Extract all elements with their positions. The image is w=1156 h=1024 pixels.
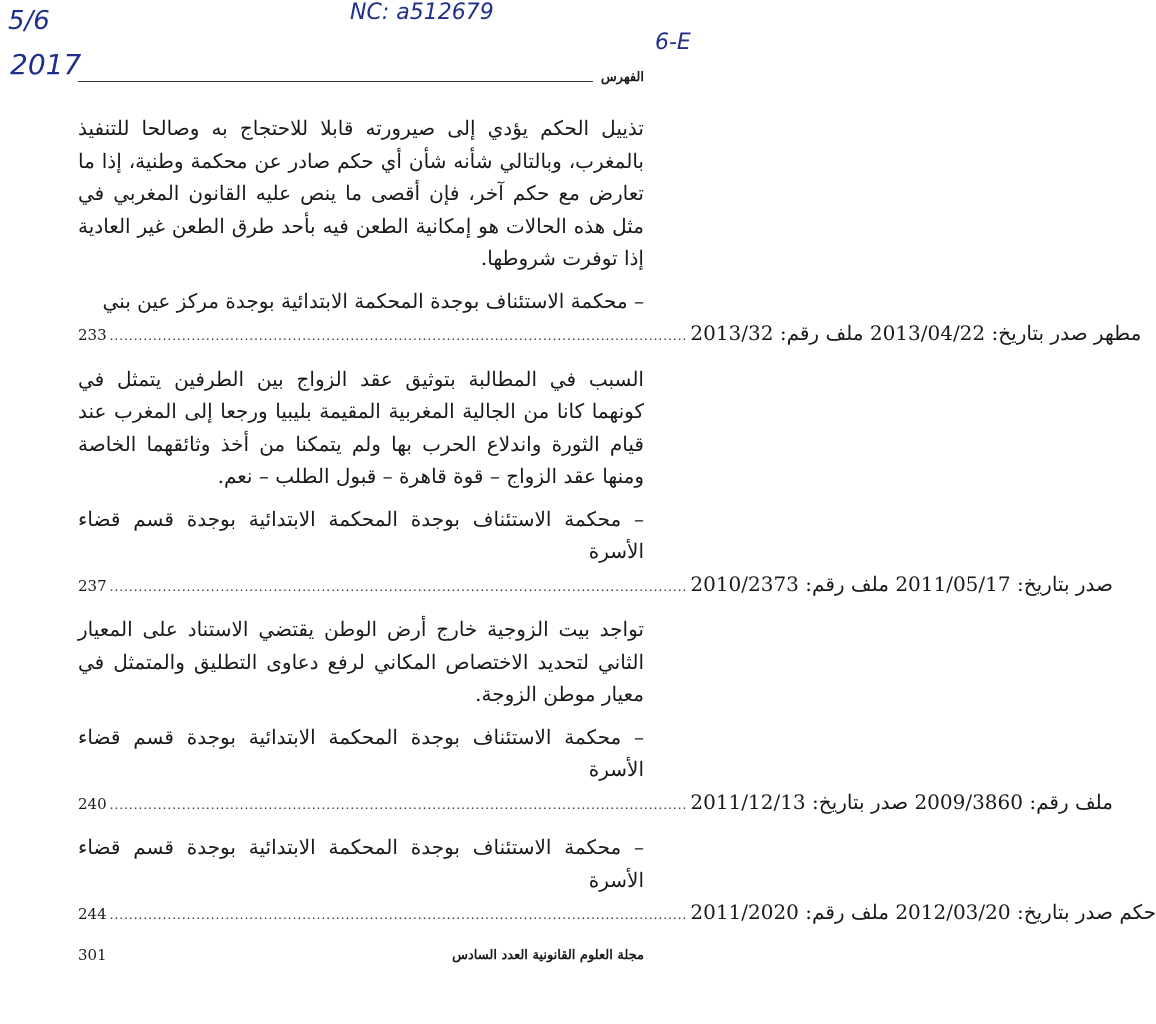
dot-leader: ........................................................................................................................: [109, 329, 688, 343]
entry-court: – محكمة الاستئناف بوجدة المحكمة الابتدائية بوجدة قسم قضاء الأسرة: [78, 506, 644, 563]
dot-leader: ........................................................................................................................: [109, 908, 688, 922]
entry-line: [78, 568, 1114, 604]
index-entry: [78, 285, 1142, 353]
entry-page-number: 244: [78, 905, 107, 923]
entry-page-number: 233: [78, 326, 107, 344]
index-content: [78, 112, 1156, 942]
dot-leader: ........................................................................................................................: [109, 579, 688, 594]
entry-detail: حكم صدر بتاريخ: 2012/03/20 ملف رقم: 2011/2020: [690, 900, 1156, 924]
entry-page-number: 237: [78, 576, 107, 595]
entry-court: – محكمة الاستئناف بوجدة المحكمة الابتدائية بوجدة قسم قضاء الأسرة: [78, 835, 644, 892]
entry-detail: مطهر صدر بتاريخ: 2013/04/22 ملف رقم: 2013/32: [690, 321, 1142, 345]
entry-line: [78, 896, 1156, 932]
index-entry: [78, 721, 1114, 822]
page-number: 301: [78, 946, 107, 964]
handwritten-year: 2017: [10, 48, 82, 81]
page-footer: [78, 946, 644, 964]
entry-page-number: 240: [78, 794, 107, 813]
entry-court: – محكمة الاستئناف بوجدة المحكمة الابتدائية بوجدة مركز عين بني: [102, 288, 644, 313]
running-header: [78, 70, 644, 85]
index-entry: [78, 831, 1156, 932]
dot-leader: ........................................................................................................................: [109, 797, 688, 812]
entry-line: [78, 786, 1114, 822]
entry-detail: صدر بتاريخ: 2011/05/17 ملف رقم: 2010/2373: [690, 571, 1114, 596]
journal-title: مجلة العلوم القانونية العدد السادس: [452, 947, 644, 963]
summary-paragraph: السبب في المطالبة بتوثيق عقد الزواج بين الطرفين يتمثل في كونهما كانا من الجالية المغربية المقيمة بليبيا ورجعا إلى المغرب عند قيام الثورة واندلاع الحرب بها ولم يتمكنا من أخذ وثائقهما الخاصة ومنها عقد الزواج – قوة قاهرة – قبول الطلب – نعم.: [78, 366, 644, 488]
header-title: الفهرس: [600, 70, 644, 85]
entry-detail: ملف رقم: 2009/3860 صدر بتاريخ: 2011/12/13: [690, 789, 1114, 814]
summary-paragraph: تواجد بيت الزوجية خارج أرض الوطن يقتضي الاستناد على المعيار الثاني لتحديد الاختصاص المكاني لرفع دعاوى التطليق والمتمثل في معيار موطن الزوجة.: [78, 617, 644, 706]
handwritten-corner-mark: 6-E: [655, 30, 691, 55]
header-rule: [78, 80, 593, 82]
summary-paragraph: تذييل الحكم يؤدي إلى صيرورته قابلا للاحتجاج به وصالحا للتنفيذ بالمغرب، وبالتالي شأنه شأن أي حكم صادر عن محكمة وطنية، إذا ما تعارض مع حكم آخر، فإن أقصى ما ينص عليه القانون المغربي في مثل هذه الحالات هو إمكانية الطعن فيه بأحد طرق الطعن غير العادية إذا توفرت شروطها.: [78, 116, 644, 270]
handwritten-page-mark: 5/6: [8, 6, 50, 36]
index-entry: [78, 503, 1114, 604]
entry-line: [78, 317, 1142, 353]
entry-court: – محكمة الاستئناف بوجدة المحكمة الابتدائية بوجدة قسم قضاء الأسرة: [78, 724, 644, 781]
handwritten-reference-number: NC: a512679: [350, 0, 494, 25]
